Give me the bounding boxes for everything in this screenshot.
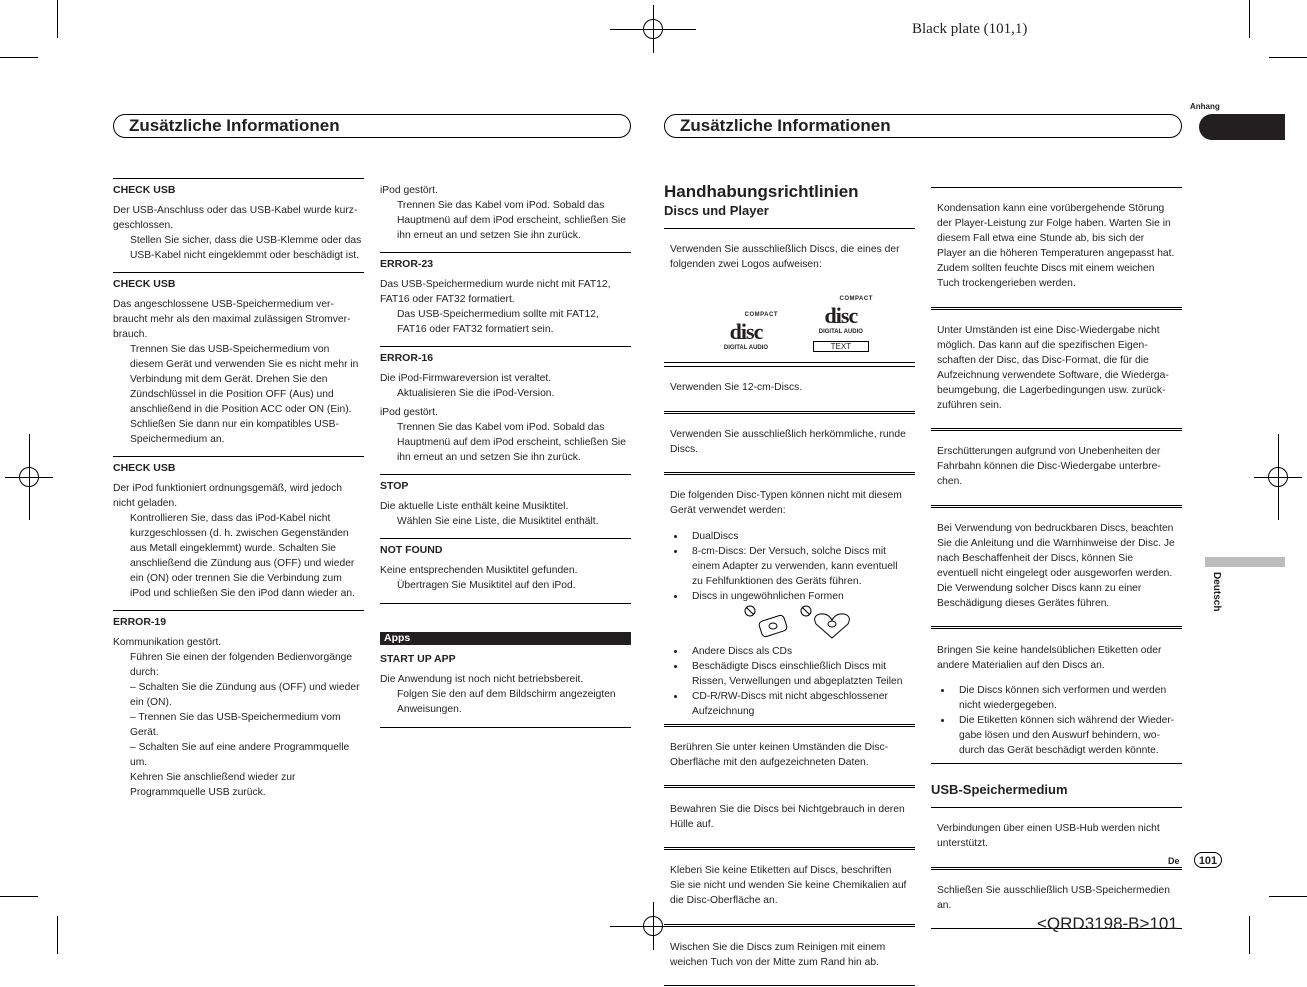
handling-item: Bringen Sie keine handelsüblichen Etiketten oder andere Materialien auf den Discs an. • Die Discs können sich verformen und werden nicht wiedergegeben. • Die Etiketten können sich während der Wiedergabe lösen und den Auswurf behindern, wodurch das Gerät beschädigt werden könnte. [931, 628, 1182, 764]
logo-box [664, 228, 915, 363]
error-cause: Der iPod funktioniert ordnungsgemäß, wird jedoch nicht geladen. [113, 483, 342, 509]
language-code: De [1168, 856, 1180, 866]
section-title-left: Zusätzliche Informationen [113, 114, 631, 138]
error-cause: Das angeschlossene USB-Speichermedium verbraucht mehr als den maximal zulässigen Stromverbrauch. [113, 299, 351, 340]
error-cause: Keine entsprechenden Musiktitel gefunden. [380, 565, 578, 576]
error-remedy: Führen Sie einen der folgenden Bedienvorgänge durch: [130, 652, 353, 678]
handling-item: Verwenden Sie ausschließlich herkömmliche, runde Discs. [664, 413, 915, 474]
error-cause: Der USB-Anschluss oder das USB-Kabel wurde kurzgeschlossen. [113, 205, 358, 231]
crop-mark [57, 916, 58, 954]
error-cause: iPod gestört. [380, 407, 438, 418]
error-code: ERROR-16 [380, 352, 434, 364]
document-code: <QRD3198-B>101 [1037, 914, 1178, 933]
plate-label: Black plate (101,1) [912, 21, 1028, 37]
error-entry [380, 474, 631, 529]
crop-mark [1269, 57, 1307, 58]
error-remedy: Stellen Sie sicher, dass die USB-Klemme oder das USB-Kabel nicht eingeklemmt oder beschädigt ist. [130, 235, 362, 261]
error-entry [113, 272, 364, 447]
error-code: ERROR-23 [380, 258, 434, 270]
odd-shape-discs-illustration [670, 604, 909, 644]
error-cause: Die Anwendung ist noch nicht betriebsbereit. [380, 674, 584, 685]
crop-mark [1249, 0, 1250, 38]
apps-heading: Apps [380, 632, 631, 645]
handling-item: Verwenden Sie 12-cm-Discs. [664, 366, 915, 412]
error-entry [380, 346, 631, 465]
compact-disc-logo: COMPACT disc DIGITAL AUDIO [723, 312, 778, 352]
error-remedy: Kontrollieren Sie, dass das iPod-Kabel nicht kurzgeschlossen (d. h. zwischen Gegenständen aus Metall eingeklemmt) wurde. Schalten Sie anschließend die Zündung aus (OFF) und wieder ein (ON) oder trennen Sie die Verbindung zum iPod und schließen Sie den iPod dann wieder an. [130, 513, 355, 599]
error-entry [380, 538, 631, 604]
error-entry [113, 456, 364, 601]
section-title-right: Zusätzliche Informationen [664, 114, 1182, 138]
usb-item: Schließen Sie ausschließlich USB-Speichermedien an. [931, 869, 1182, 930]
error-remedy-step: Kehren Sie anschließend wieder zur Programmquelle USB zurück. [130, 772, 296, 798]
error-remedy: Das USB-Speichermedium sollte mit FAT12, FAT16 oder FAT32 formatiert sein. [397, 309, 599, 335]
crop-mark [0, 57, 38, 58]
handling-item: Wischen Sie die Discs zum Reinigen mit einem weichen Tuch von der Mitte zum Rand hin ab. [664, 926, 915, 987]
error-entry [113, 610, 364, 800]
usb-storage-title: USB-Speichermedium [931, 781, 1068, 797]
error-entry [113, 178, 364, 263]
usb-item: Verbindungen über einen USB-Hub werden nicht unterstützt. [931, 807, 1182, 868]
error-code: CHECK USB [113, 462, 176, 474]
error-remedy: Übertragen Sie Musiktitel auf den iPod. [397, 580, 576, 591]
compact-disc-text-logo: COMPACT disc DIGITAL AUDIO TEXT [809, 292, 873, 352]
handling-title: Handhabungsrichtlinien [664, 182, 859, 201]
error-code: CHECK USB [113, 184, 176, 196]
page-number: 101 [1194, 852, 1222, 868]
handling-item: Berühren Sie unter keinen Umständen die Disc-Oberfläche mit den aufgezeichneten Daten. [664, 726, 915, 787]
handling-item: Kondensation kann eine vorübergehende Störung der Player-Leistung zur Folge haben. Warten Sie in diesem Fall etwa eine Stunde ab, bis sich der Player an die höheren Temperaturen angepasst hat. Zudem sollten feuchte Discs mit einem weichen Tuch trockengerieben werden. [931, 187, 1182, 308]
error-cause: Die aktuelle Liste enthält keine Musiktitel. [380, 501, 569, 512]
error-code: NOT FOUND [380, 544, 443, 556]
error-remedy-step: – Schalten Sie auf eine andere Programmquelle um. [130, 742, 350, 768]
handling-item: Bewahren Sie die Discs bei Nichtgebrauch in deren Hülle auf. [664, 787, 915, 848]
error-remedy-step: – Trennen Sie das USB-Speichermedium vom Gerät. [130, 712, 341, 738]
error-entry [380, 252, 631, 337]
anhang-label: Anhang [1190, 102, 1220, 111]
error-code: START UP APP [380, 653, 456, 665]
handling-item: Erschütterungen aufgrund von Unebenheiten der Fahrbahn können die Disc-Wiedergabe unterbrechen. [931, 430, 1182, 506]
handling-item: Unter Umständen ist eine Disc-Wiedergabe nicht möglich. Das kann auf die spezifischen Eigenschaften der Disc, das Disc-Format, die für die Aufzeichnung verwendete Software, die Wiedergabeumgebung, die Lagerbedingungen usw. zurückzuführen sein. [931, 309, 1182, 430]
error-cause: Die iPod-Firmwareversion ist veraltet. [380, 373, 552, 384]
error-remedy: Folgen Sie den auf dem Bildschirm angezeigten Anweisungen. [397, 689, 616, 715]
chapter-tab [1199, 114, 1285, 140]
error-entry-continued [380, 183, 631, 243]
discs-player-subtitle: Discs und Player [664, 203, 769, 218]
error-cause: iPod gestört. [380, 185, 438, 196]
crop-mark [57, 0, 58, 38]
error-remedy-step: – Schalten Sie die Zündung aus (OFF) und wieder ein (ON). [130, 682, 360, 708]
error-remedy: Aktualisieren Sie die iPod-Version. [397, 388, 555, 399]
error-remedy: Trennen Sie das USB-Speichermedium von diesem Gerät und verwenden Sie es nicht mehr in Verbindung mit dem Gerät. Drehen Sie den Zündschlüssel in die Position OFF (Aus) und anschließend in die Position ACC oder ON (Ein). Schließen Sie dann nur ein kompatibles USB-Speichermedium an. [130, 344, 359, 445]
error-code: STOP [380, 480, 409, 492]
error-remedy: Trennen Sie das Kabel vom iPod. Sobald das Hauptmenü auf dem iPod erscheint, schließen Sie ihn erneut an und setzen Sie ihn zurück. [397, 422, 626, 463]
crop-mark [0, 896, 38, 897]
error-cause: Kommunikation gestört. [113, 637, 222, 648]
logo-intro: Verwenden Sie ausschließlich Discs, die eines der folgenden zwei Logos aufweisen: [670, 244, 900, 271]
crop-mark [1269, 896, 1307, 897]
error-remedy: Trennen Sie das Kabel vom iPod. Sobald das Hauptmenü auf dem iPod erscheint, schließen Sie ihn erneut an und setzen Sie ihn zurück. [397, 200, 626, 241]
error-code: CHECK USB [113, 278, 176, 290]
column-4 [931, 187, 1182, 930]
crop-mark [1249, 916, 1250, 954]
error-entry [380, 645, 631, 728]
language-label: Deutsch [1211, 572, 1222, 612]
handling-item: Die folgenden Disc-Typen können nicht mit diesem Gerät verwendet werden: • DualDiscs • 8-cm-Discs: Der Versuch, solche Discs mit einem Adapter zu verwenden, kann eventuell zu Fehlfunktionen des Geräts führen. • Discs in ungewöhnlichen Formen • Andere Discs als CDs • Beschädigte Discs einschließlich Discs mit Rissen, Verwellungen und abgeplatzten Teilen • CD-R/RW-Discs mit nicht abgeschlossener Aufzeichnung [664, 474, 915, 725]
language-tab [1205, 557, 1285, 567]
handling-item: Kleben Sie keine Etiketten auf Discs, beschriften Sie sie nicht und wenden Sie keine Chemikalien auf die Disc-Oberfläche an. [664, 849, 915, 925]
column-2 [380, 183, 631, 737]
error-remedy: Wählen Sie eine Liste, die Musiktitel enthält. [397, 516, 599, 527]
column-1 [113, 178, 364, 809]
handling-item: Bei Verwendung von bedruckbaren Discs, beachten Sie die Anleitung und die Warnhinweise der Disc. Je nach Beschaffenheit der Discs, können Sie eventuell nicht eingelegt oder ausgeworfen werden. Die Verwendung solcher Discs kann zu einer Beschädigung dieses Gerätes führen. [931, 507, 1182, 628]
error-cause: Das USB-Speichermedium wurde nicht mit FAT12, FAT16 oder FAT32 formatiert. [380, 279, 611, 305]
column-3 [664, 184, 915, 987]
error-code: ERROR-19 [113, 616, 167, 628]
